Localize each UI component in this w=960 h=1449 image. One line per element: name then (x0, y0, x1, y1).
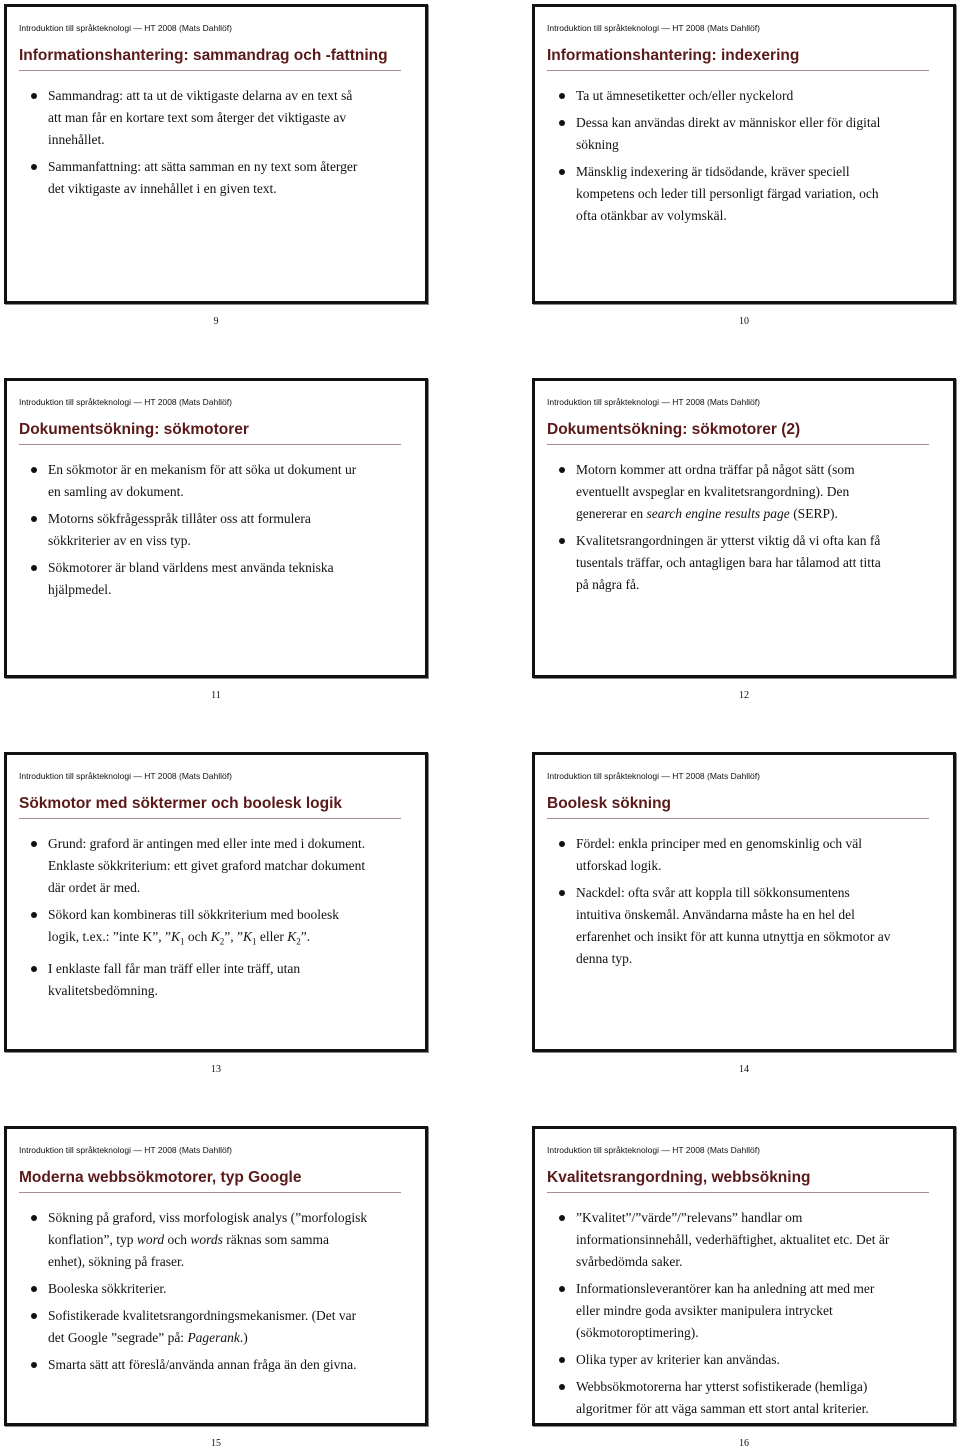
bullet-icon (31, 93, 37, 99)
bullet-line: (sökmotoroptimering). (576, 1325, 699, 1340)
bullet-item (547, 833, 945, 877)
bullet-item (547, 882, 945, 970)
slide-header: Introduktion till språkteknologi — HT 2008 (Mats Dahllöf) (19, 397, 232, 407)
slide-14 (532, 752, 956, 1052)
bullet-list (19, 1207, 417, 1381)
bullet-line: Sammandrag: att ta ut de viktigaste delarna av en text så (48, 88, 353, 103)
bullet-icon (31, 467, 37, 473)
bullet-item (19, 1207, 417, 1273)
bullet-item (547, 530, 945, 596)
bullet-line: konflation”, typ word och words räknas som samma (48, 1232, 329, 1247)
bullet-icon (31, 841, 37, 847)
bullet-line: innehållet. (48, 132, 105, 147)
bullet-line: Olika typer av kriterier kan användas. (576, 1352, 780, 1367)
bullet-line: en samling av dokument. (48, 484, 184, 499)
bullet-line: Kvalitetsrangordningen är ytterst viktig då vi ofta kan få (576, 533, 881, 548)
bullet-icon (31, 1362, 37, 1368)
slide-header: Introduktion till språkteknologi — HT 2008 (Mats Dahllöf) (547, 1145, 760, 1155)
bullet-line: Informationsleverantörer kan ha anledning att med mer (576, 1281, 875, 1296)
bullet-line: I enklaste fall får man träff eller inte träff, utan (48, 960, 301, 976)
bullet-line: sökning (576, 137, 619, 152)
bullet-line: Webbsökmotorerna har ytterst sofistikerade (hemliga) (576, 1379, 868, 1394)
bullet-item (547, 161, 945, 227)
bullet-line: Sökord kan kombineras till sökkriterium med boolesk (48, 907, 339, 922)
slide-header: Introduktion till språkteknologi — HT 2008 (Mats Dahllöf) (19, 23, 232, 33)
bullet-line: på några få. (576, 577, 640, 592)
bullet-list (19, 459, 417, 606)
page-number: 13 (211, 1064, 221, 1075)
bullet-list (547, 85, 945, 232)
page-number: 10 (739, 316, 749, 327)
bullet-line: hjälpmedel. (48, 582, 112, 597)
page-number: 16 (739, 1438, 749, 1449)
slide-title: Dokumentsökning: sökmotorer (19, 421, 401, 445)
bullet-line: kvalitetsbedömning. (48, 982, 158, 998)
slide-header: Introduktion till språkteknologi — HT 2008 (Mats Dahllöf) (19, 1145, 232, 1155)
bullet-icon (31, 966, 37, 972)
bullet-item (19, 1305, 417, 1349)
bullet-line: Motorn kommer att ordna träffar på något sätt (som (576, 462, 855, 477)
bullet-list (19, 833, 417, 1007)
bullet-icon (559, 467, 565, 473)
bullet-item (547, 1207, 945, 1273)
slide-title: Informationshantering: sammandrag och -fattning (19, 47, 401, 71)
bullet-item (19, 1278, 417, 1300)
bullet-icon (559, 1357, 565, 1363)
bullet-line: det Google ”segrade” på: Pagerank.) (48, 1330, 248, 1345)
bullet-line: sökkriterier av en viss typ. (48, 533, 191, 548)
page-number: 12 (739, 690, 749, 701)
bullet-line: Sofistikerade kvalitetsrangordningsmekanismer. (Det var (48, 1308, 357, 1323)
bullet-line: svårbedömda saker. (576, 1254, 683, 1269)
bullet-line: algoritmer för att väga samman ett stort antal kriterier. (576, 1401, 869, 1416)
bullet-icon (31, 516, 37, 522)
bullet-item (19, 958, 417, 1002)
slide-header: Introduktion till språkteknologi — HT 2008 (Mats Dahllöf) (547, 397, 760, 407)
bullet-item (547, 85, 945, 107)
bullet-line: denna typ. (576, 951, 633, 966)
slide-header: Introduktion till språkteknologi — HT 2008 (Mats Dahllöf) (19, 771, 232, 781)
slide-header: Introduktion till språkteknologi — HT 2008 (Mats Dahllöf) (547, 771, 760, 781)
bullet-line: erfarenhet och insikt för att kunna utnyttja en sökmotor av (576, 929, 891, 944)
bullet-item (547, 459, 945, 525)
bullet-item (19, 833, 417, 899)
bullet-icon (31, 1313, 37, 1319)
slide-header: Introduktion till språkteknologi — HT 2008 (Mats Dahllöf) (547, 23, 760, 33)
bullet-item (19, 508, 417, 552)
bullet-line: att man får en kortare text som återger det viktigaste av (48, 110, 347, 125)
bullet-line: Sökmotorer är bland världens mest använda tekniska (48, 560, 334, 575)
bullet-item (19, 156, 417, 200)
bullet-line: det viktigaste av innehållet i en given text. (48, 181, 277, 196)
bullet-line: kompetens och leder till personligt färgad variation, och (576, 186, 879, 201)
bullet-item (19, 904, 417, 953)
bullet-line: utforskad logik. (576, 858, 662, 873)
bullet-line: Dessa kan användas direkt av människor eller för digital (576, 115, 881, 130)
bullet-icon (559, 890, 565, 896)
slide-title: Boolesk sökning (547, 795, 929, 819)
page-number: 15 (211, 1438, 221, 1449)
bullet-line: Fördel: enkla principer med en genomskinlig och väl (576, 836, 863, 851)
bullet-line: Ta ut ämnesetiketter och/eller nyckelord (576, 88, 794, 103)
bullet-line: En sökmotor är en mekanism för att söka ut dokument ur (48, 462, 357, 477)
bullet-item (547, 1376, 945, 1420)
bullet-list (547, 1207, 945, 1425)
bullet-line: ofta otänkbar av volymskäl. (576, 208, 727, 223)
bullet-line: Smarta sätt att föreslå/använda annan fråga än den givna. (48, 1357, 357, 1372)
page-number: 9 (213, 316, 219, 327)
slide-12 (532, 378, 956, 678)
bullet-line: Enklaste sökkriterium: ett givet graford matchar dokument (48, 858, 366, 873)
bullet-line: eventuellt avspeglar en kvalitetsrangordning). Den (576, 484, 850, 499)
slide-title: Sökmotor med söktermer och boolesk logik (19, 795, 401, 819)
bullet-icon (559, 1286, 565, 1292)
slide-11 (4, 378, 428, 678)
bullet-item (547, 112, 945, 156)
bullet-line: eller mindre goda avsikter manipulera intrycket (576, 1303, 833, 1318)
bullet-item (19, 1354, 417, 1376)
bullet-item (19, 85, 417, 151)
bullet-icon (559, 841, 565, 847)
bullet-line: intuitiva önskemål. Användarna måste ha en hel del (576, 907, 855, 922)
bullet-line: Nackdel: ofta svår att koppla till sökkonsumentens (576, 885, 850, 900)
bullet-line: enhet), sökning på fraser. (48, 1254, 185, 1269)
bullet-icon (559, 169, 565, 175)
bullet-line: Sammanfattning: att sätta samman en ny text som återger (48, 159, 358, 174)
bullet-line: genererar en search engine results page (SERP). (576, 506, 838, 521)
bullet-icon (559, 93, 565, 99)
bullet-icon (31, 565, 37, 571)
bullet-icon (31, 1215, 37, 1221)
page-number: 11 (211, 690, 221, 701)
slide-16 (532, 1126, 956, 1426)
slide-15 (4, 1126, 428, 1426)
bullet-line: Motorns sökfrågesspråk tillåter oss att formulera (48, 511, 311, 526)
bullet-line: Booleska sökkriterier. (48, 1281, 167, 1296)
slide-10 (532, 4, 956, 304)
bullet-line: Sökning på graford, viss morfologisk analys (”morfologisk (48, 1210, 368, 1225)
slide-13 (4, 752, 428, 1052)
bullet-item (547, 1278, 945, 1344)
bullet-list (547, 833, 945, 975)
slide-9 (4, 4, 428, 304)
bullet-item (19, 459, 417, 503)
bullet-list (547, 459, 945, 601)
bullet-icon (559, 1384, 565, 1390)
bullet-icon (31, 1286, 37, 1292)
bullet-icon (31, 164, 37, 170)
bullet-line: logik, t.ex.: ”inte K”, $”K_1$ och $K_2$”, $”K_1$ eller $K_2$”. (48, 929, 311, 947)
slide-title: Kvalitetsrangordning, webbsökning (547, 1169, 929, 1193)
bullet-icon (559, 538, 565, 544)
bullet-list (19, 85, 417, 205)
bullet-line: tusentals träffar, och antagligen bara har tålamod att titta (576, 555, 881, 570)
bullet-line: Grund: graford är antingen med eller inte med i dokument. (48, 836, 366, 851)
bullet-item (547, 1349, 945, 1371)
slide-title: Moderna webbsökmotorer, typ Google (19, 1169, 401, 1193)
bullet-icon (559, 1215, 565, 1221)
bullet-icon (559, 120, 565, 126)
slide-title: Dokumentsökning: sökmotorer (2) (547, 421, 929, 445)
page-number: 14 (739, 1064, 749, 1075)
slide-title: Informationshantering: indexering (547, 47, 929, 71)
bullet-line: där ordet är med. (48, 880, 141, 895)
bullet-line: Mänsklig indexering är tidsödande, kräver speciell (576, 164, 850, 179)
bullet-line: informationsinnehåll, vederhäftighet, aktualitet etc. Det är (576, 1232, 890, 1247)
bullet-icon (31, 912, 37, 918)
bullet-line: ”Kvalitet”/”värde”/”relevans” handlar om (576, 1210, 803, 1225)
bullet-item (19, 557, 417, 601)
